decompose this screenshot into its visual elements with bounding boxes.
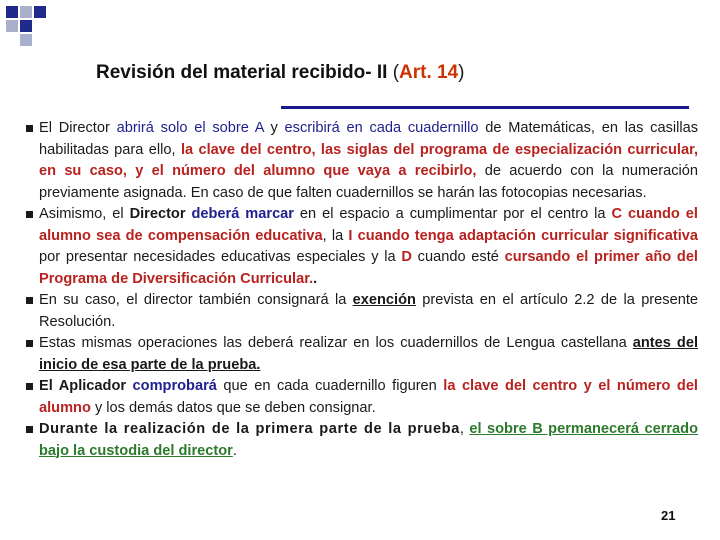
bullet-text-segment: El Director (39, 120, 117, 136)
bullet-text-segment: D (401, 249, 412, 265)
bullet-item (22, 419, 698, 462)
bullet-square-icon (26, 383, 33, 390)
bullet-text-segment: Estas mismas operaciones las deberá realizar en los cuadernillos de Lengua castellana (39, 335, 633, 351)
corner-square-6 (20, 34, 32, 46)
title-open-paren: ( (392, 62, 400, 83)
title-close-paren: ) (458, 62, 465, 83)
bullet-text-segment: por presentar necesidades educativas especiales y la (39, 249, 402, 265)
bullet-text-segment: comprobará (132, 378, 217, 394)
slide-title (96, 62, 696, 84)
corner-square-2 (20, 6, 32, 18)
bullet-text-segment: Durante la realización de la primera parte de la prueba (39, 421, 460, 437)
bullet-text-segment: I cuando tenga adaptación curricular significativa (348, 227, 699, 244)
bullet-list (22, 118, 698, 462)
bullet-text-segment: cursando el primer año del Programa de Diversificación Curricular. (39, 249, 698, 287)
bullet-text-segment: Asimismo, el (39, 206, 130, 222)
corner-square-1 (6, 6, 18, 18)
bullet-text-segment: deberá marcar (191, 206, 294, 222)
bullet-text-segment: de acuerdo con la numeración previamente asignada. En caso de que falten cuadernillos se harán las fotocopias necesarias. (39, 163, 698, 201)
bullet-text-segment: En su caso, el director también consignará la (39, 292, 353, 308)
bullet-square-icon (26, 340, 33, 347)
title-underline-rule (281, 106, 689, 109)
bullet-square-icon (26, 211, 33, 218)
bullet-text-segment: El Aplicador (39, 378, 133, 394)
bullet-text-segment: y los demás datos que se deben consignar. (90, 399, 376, 416)
bullet-square-icon (26, 125, 33, 132)
bullet-text-segment: la clave del centro y el número del alumno (39, 378, 698, 416)
bullet-text-segment: escribirá en cada cuadernillo (284, 120, 479, 136)
bullet-text-segment: cuando esté (411, 249, 505, 265)
bullet-text-segment: de Matemáticas, en las casillas habilitadas para ello, (39, 120, 699, 158)
bullet-text-segment: el sobre B permanecerá cerrado bajo la custodia del director (39, 421, 698, 459)
bullet-text-segment: Director (129, 206, 186, 222)
title-main: Revisión del material recibido- II (96, 62, 393, 83)
bullet-item (22, 333, 698, 376)
bullet-text-segment: prevista en el artículo 2.2 de la presente Resolución. (39, 292, 698, 330)
bullet-item (22, 118, 698, 204)
bullet-text-segment: y (263, 120, 285, 136)
bullet-item (22, 376, 698, 419)
bullet-text-segment: la clave del centro, las siglas del programa de especialización curricular, en su caso, y el número del alumno que vaya a recibirlo, (39, 141, 699, 179)
corner-square-5 (20, 20, 32, 32)
bullet-item (22, 290, 698, 333)
page-number: 21 (661, 508, 676, 523)
corner-square-4 (6, 20, 18, 32)
corner-square-3 (34, 6, 46, 18)
bullet-text-segment: . (313, 270, 318, 287)
bullet-text-segment: . (232, 442, 237, 459)
title-article: Art. 14 (399, 62, 459, 83)
bullet-text-segment: abrirá solo el sobre A (116, 120, 264, 136)
bullet-text-segment: C cuando el alumno sea de compensación educativa (39, 206, 698, 244)
corner-decoration (0, 0, 60, 50)
bullet-text-segment: que en cada cuadernillo figuren (216, 378, 444, 394)
bullet-square-icon (26, 426, 33, 433)
bullet-text-segment: antes del inicio de esa parte de la prueba. (39, 335, 699, 373)
bullet-text-segment: exención (352, 292, 416, 308)
bullet-square-icon (26, 297, 33, 304)
bullet-item (22, 204, 698, 290)
bullet-text-segment: en el espacio a cumplimentar por el centro la (293, 206, 612, 222)
bullet-text-segment: , la (322, 227, 349, 244)
bullet-text-segment: , (459, 421, 470, 437)
